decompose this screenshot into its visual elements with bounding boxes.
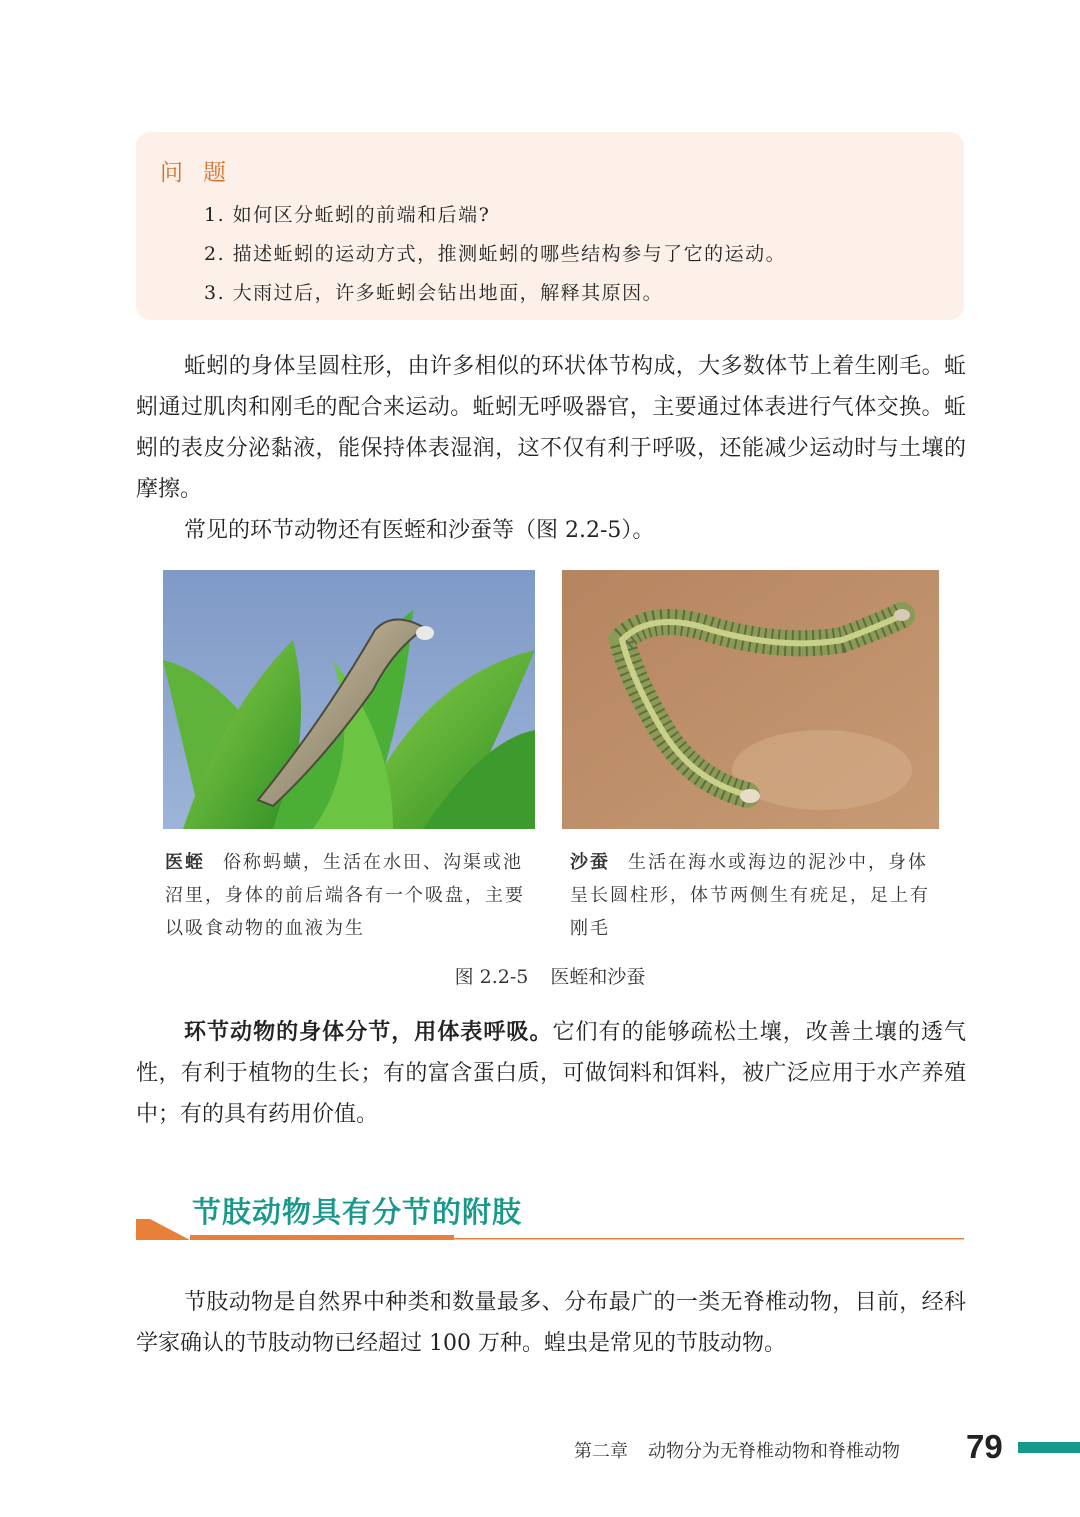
page-number: 79 bbox=[966, 1428, 1003, 1465]
paragraph-key-sentence: 环节动物的身体分节，用体表呼吸。 bbox=[184, 1020, 553, 1045]
figure-caption bbox=[0, 962, 1080, 989]
paragraph-common-annelids: 常见的环节动物还有医蛭和沙蚕等（图 2.2-5）。 bbox=[184, 518, 655, 543]
ragworm-caption-name: 沙蚕 bbox=[570, 852, 610, 873]
question-item: 2. 描述蚯蚓的运动方式，推测蚯蚓的哪些结构参与了它的运动。 bbox=[204, 243, 787, 265]
section-title: 节肢动物具有分节的附肢 bbox=[192, 1195, 523, 1229]
footer-chapter-title: 动物分为无脊椎动物和脊椎动物 bbox=[648, 1441, 900, 1462]
leech-caption-text: 俗称蚂蟥，生活在水田、沟渠或池沼里，身体的前后端各有一个吸盘，主要以吸食动物的血液为生 bbox=[165, 852, 525, 939]
question-item: 3. 大雨过后，许多蚯蚓会钻出地面，解释其原因。 bbox=[204, 282, 664, 304]
figure-label: 图 2.2-5 bbox=[454, 966, 529, 988]
footer-chapter-number: 第二章 bbox=[574, 1441, 628, 1462]
ragworm-caption-text: 生活在海水或海边的泥沙中，身体呈长圆柱形，体节两侧生有疣足，足上有刚毛 bbox=[570, 852, 930, 939]
leech-caption-name: 医蛭 bbox=[165, 852, 205, 873]
footer-chapter bbox=[574, 1437, 900, 1463]
ragworm-photo bbox=[562, 570, 939, 829]
question-item: 1. 如何区分蚯蚓的前端和后端? bbox=[204, 204, 491, 226]
paragraph-annelid-features bbox=[136, 1012, 966, 1135]
paragraph-arthropods: 节肢动物是自然界中种类和数量最多、分布最广的一类无脊椎动物，目前，经科学家确认的节肢动物已经超过 100 万种。蝗虫是常见的节肢动物。 bbox=[136, 1290, 966, 1356]
paragraph-earthworm-body: 蚯蚓的身体呈圆柱形，由许多相似的环状体节构成，大多数体节上着生刚毛。蚯蚓通过肌肉和刚毛的配合来运动。蚯蚓无呼吸器官，主要通过体表进行气体交换。蚯蚓的表皮分泌黏液，能保持体表湿润，这不仅有利于呼吸，还能减少运动时与土壤的摩擦。 bbox=[136, 354, 966, 502]
leech-caption bbox=[165, 846, 540, 945]
section-heading-decoration bbox=[0, 1215, 1080, 1245]
question-box-title: 问题 bbox=[160, 160, 246, 186]
page-number-bar bbox=[1018, 1442, 1080, 1453]
question-list bbox=[204, 196, 786, 313]
figure-title: 医蛭和沙蚕 bbox=[550, 966, 646, 988]
leech-photo bbox=[163, 570, 535, 829]
paragraph-annelid-uses: 它们有的能够疏松土壤，改善土壤的透气性，有利于植物的生长；有的富含蛋白质，可做饲料和饵料，被广泛应用于水产养殖中；有的具有药用价值。 bbox=[136, 1020, 966, 1127]
question-box bbox=[136, 132, 964, 320]
ragworm-caption bbox=[570, 846, 945, 945]
